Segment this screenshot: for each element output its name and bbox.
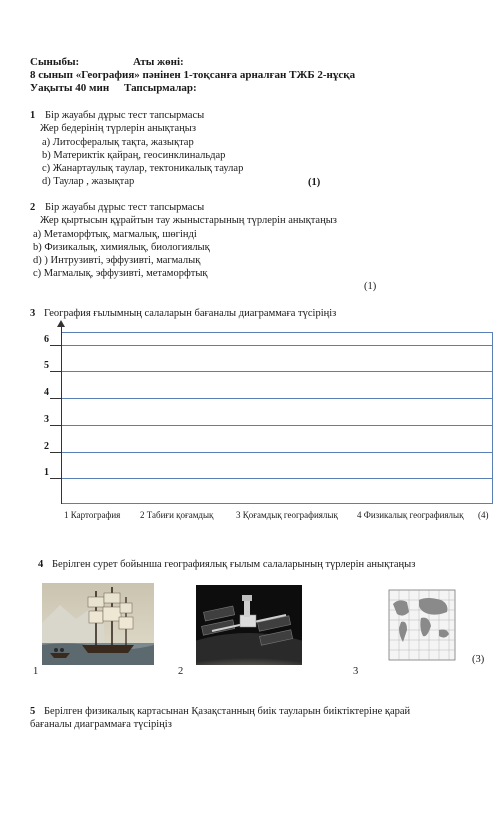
y-tick-label-6: 6 <box>44 334 49 345</box>
q4-text: Берілген сурет бойынша географиялық ғылым салаларының түрлерін анықтаңыз <box>52 559 416 570</box>
y-tick-label-5: 5 <box>44 360 49 371</box>
grid-line <box>62 425 492 426</box>
grid-line <box>62 345 492 346</box>
grid-line <box>62 371 492 372</box>
grid-line <box>62 452 492 453</box>
q2-number: 2 <box>30 202 36 213</box>
category-label-1: 1 Картография <box>64 510 121 520</box>
q1-option-a[interactable]: a) Литосфералық тақта, жазықтар <box>42 137 194 148</box>
space-station-picture <box>196 585 302 665</box>
picture-label-2: 2 <box>178 666 184 677</box>
q1-option-b[interactable]: b) Материктік қайраң, геосинклинальдар <box>42 150 226 161</box>
q1-instruction: Бір жауабы дұрыс тест тапсырмасы <box>45 110 205 121</box>
y-tick-label-4: 4 <box>44 387 49 398</box>
q4-score: (3) <box>472 654 485 665</box>
q4-number: 4 <box>38 559 44 570</box>
q1-option-c[interactable]: c) Жанартаулық таулар, тектоникалық таулар <box>42 163 244 174</box>
q2-option-b[interactable]: b) Физикалық, химиялық, биологиялық <box>33 242 210 253</box>
category-label-3: 3 Қоғамдық географиялық <box>236 510 338 520</box>
y-tick-label-2: 2 <box>44 441 49 452</box>
y-axis <box>61 324 62 504</box>
y-tick-label-1: 1 <box>44 467 49 478</box>
space-station-illustration <box>196 585 302 665</box>
q1-number: 1 <box>30 110 36 121</box>
picture-label-3: 3 <box>353 666 359 677</box>
time-label: Уақыты 40 мин <box>30 82 110 94</box>
grid-line <box>62 478 492 479</box>
world-map-picture <box>383 584 461 666</box>
ship-illustration <box>42 583 154 665</box>
q5-number: 5 <box>30 706 36 717</box>
q5-line-1: Берілген физикалық картасынан Қазақстанның биік тауларын биіктіктеріне қарай <box>44 706 411 717</box>
tasks-label: Тапсырмалар: <box>124 82 197 94</box>
y-tick <box>50 478 62 479</box>
world-map-illustration <box>383 584 461 666</box>
y-tick <box>50 425 62 426</box>
exam-title: 8 сынып «География» пәнінен 1-тоқсанға арналған ТЖБ 2-нұсқа <box>30 69 356 81</box>
picture-label-1: 1 <box>33 666 39 677</box>
y-tick-label-3: 3 <box>44 414 49 425</box>
y-tick <box>50 452 62 453</box>
category-label-4: 4 Физикалық географиялық <box>357 510 464 520</box>
y-tick <box>50 371 62 372</box>
q3-number: 3 <box>30 308 36 319</box>
y-tick <box>50 345 62 346</box>
q2-option-d[interactable]: d) ) Интрузивті, эффузивті, магмалық <box>33 255 201 266</box>
q1-score: (1) <box>308 177 321 188</box>
q3-text: География ғылымның салаларын бағаналы диаграммаға түсіріңіз <box>44 308 337 319</box>
q2-question: Жер қыртысын құрайтын тау жыныстарының түрлерін анықтаңыз <box>40 215 337 226</box>
q2-instruction: Бір жауабы дұрыс тест тапсырмасы <box>45 202 205 213</box>
category-label-2: 2 Табиғи қоғамдық <box>140 510 214 520</box>
q3-score: (4) <box>478 510 489 520</box>
q2-option-c[interactable]: c) Магмалық, эффузивті, метаморфтық <box>33 268 208 279</box>
q2-score: (1) <box>364 281 377 292</box>
name-label: Аты жөні: <box>133 56 184 68</box>
y-tick <box>50 398 62 399</box>
q5-line-2: бағаналы диаграммаға түсіріңіз <box>30 719 172 730</box>
ship-picture <box>42 583 154 665</box>
q1-question: Жер бедерінің түрлерін анықтаңыз <box>40 123 196 134</box>
grid-line <box>62 398 492 399</box>
class-label: Сыныбы: <box>30 56 80 68</box>
q1-option-d[interactable]: d) Таулар , жазықтар <box>42 176 135 187</box>
q2-option-a[interactable]: a) Метаморфтық, магмалық, шөгінді <box>33 229 197 240</box>
